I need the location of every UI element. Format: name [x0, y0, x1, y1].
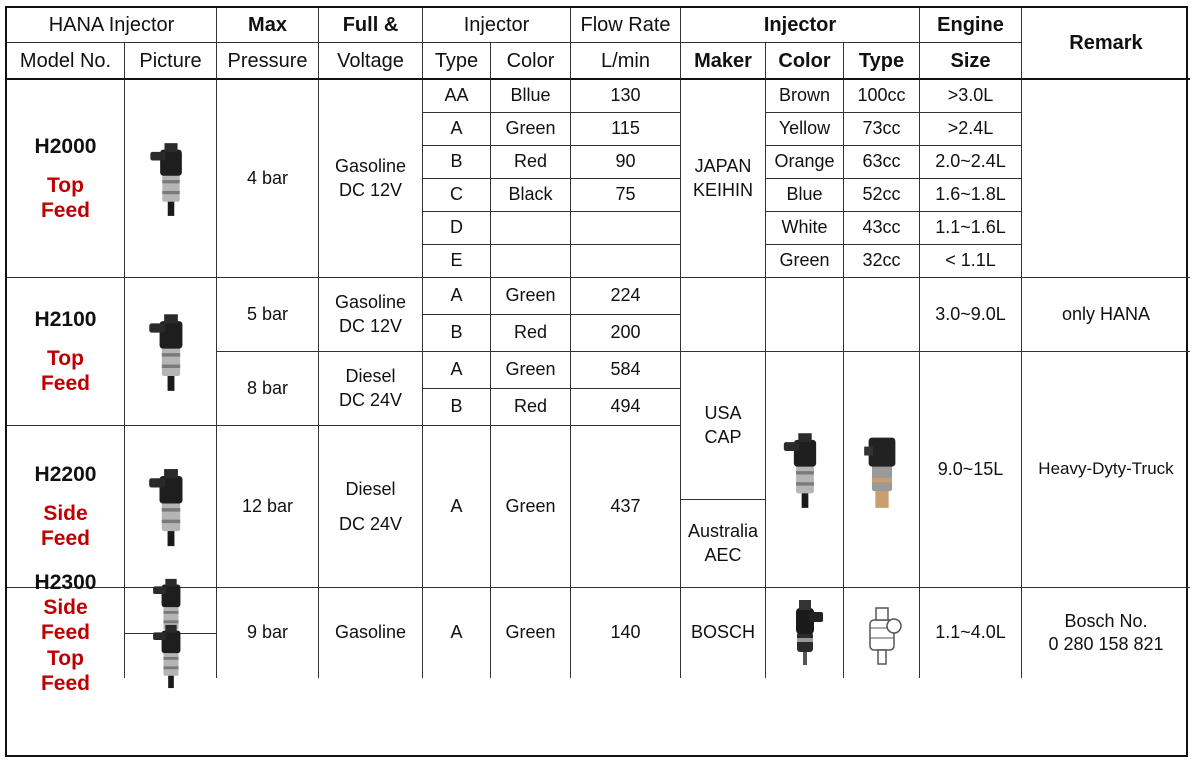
itype-h2100-empty [844, 278, 920, 352]
feed-label: Feed [40, 671, 90, 695]
maker-label: KEIHIN [692, 179, 753, 200]
model-h2100 [7, 278, 125, 426]
voltage-h2200 [319, 426, 423, 588]
icolor-cell: Orange [766, 146, 844, 179]
engine-cell: 1.1~1.6L [920, 212, 1022, 245]
picture-h2300-top [125, 634, 216, 679]
engine-cell: 1.6~1.8L [920, 179, 1022, 212]
model-h2000 [7, 80, 125, 278]
engine-cell: 2.0~2.4L [920, 146, 1022, 179]
model-name: H2200 [34, 462, 97, 486]
flow-cell: 115 [571, 113, 681, 146]
engine-shared: 9.0~15L [920, 352, 1022, 588]
feed-label: Side [43, 596, 88, 620]
flow-cell: 584 [571, 352, 681, 389]
picture-h2300 [125, 588, 217, 678]
header-color: Color [491, 43, 571, 80]
color-cell: Red [491, 315, 571, 352]
flow-h2200: 437 [571, 426, 681, 588]
color-cell: Green [491, 278, 571, 315]
header-type-2: Type [844, 43, 920, 80]
maker-label: USA [704, 403, 742, 424]
header-full: Full & [319, 8, 423, 43]
feed-label: Side [43, 501, 88, 525]
color-cell: Bllue [491, 80, 571, 113]
remark-h2100: only HANA [1022, 278, 1190, 352]
injector-icon [151, 623, 191, 689]
voltage-label: DC 24V [338, 513, 403, 534]
picture-usa-injector-2 [844, 352, 920, 588]
itype-cell: 100cc [844, 80, 920, 113]
voltage-h2000 [319, 80, 423, 278]
pressure-h2000: 4 bar [217, 80, 319, 278]
picture-bosch-injector [766, 588, 844, 678]
feed-label: Feed [40, 527, 90, 551]
voltage-label: DC 12V [338, 179, 403, 200]
header-pressure: Pressure [217, 43, 319, 80]
picture-usa-injector [766, 352, 844, 588]
maker-australia [681, 500, 766, 588]
type-cell: A [423, 113, 491, 146]
header-flow-rate: Flow Rate [571, 8, 681, 43]
icolor-h2100-empty [766, 278, 844, 352]
maker-h2000 [681, 80, 766, 278]
maker-label: JAPAN [694, 156, 752, 177]
pressure-h2100-a: 5 bar [217, 278, 319, 352]
type-h2300: A [423, 588, 491, 678]
remark-label: Bosch No. [1064, 610, 1148, 631]
color-cell [491, 212, 571, 245]
fuel-label: Gasoline [334, 292, 407, 313]
color-cell: Green [491, 113, 571, 146]
remark-label: 0 280 158 821 [1048, 634, 1164, 654]
model-h2200 [7, 426, 125, 588]
picture-h2100 [125, 278, 217, 426]
injector-icon [858, 431, 906, 509]
icolor-cell: Blue [766, 179, 844, 212]
maker-h2300: BOSCH [681, 588, 766, 678]
color-cell: Red [491, 146, 571, 179]
header-model-no: Model No. [7, 43, 125, 80]
type-h2200: A [423, 426, 491, 588]
flow-cell: 90 [571, 146, 681, 179]
type-cell: A [423, 278, 491, 315]
color-h2300: Green [491, 588, 571, 678]
color-cell: Red [491, 389, 571, 426]
flow-h2300: 140 [571, 588, 681, 678]
header-hana-injector: HANA Injector [7, 8, 217, 43]
remark-h2000 [1022, 80, 1190, 278]
injector-icon [148, 466, 194, 548]
icolor-cell: Green [766, 245, 844, 278]
color-cell: Green [491, 352, 571, 389]
engine-h2100: 3.0~9.0L [920, 278, 1022, 352]
maker-label: Australia [687, 521, 759, 542]
header-maker: Maker [681, 43, 766, 80]
engine-h2300: 1.1~4.0L [920, 588, 1022, 678]
type-cell: AA [423, 80, 491, 113]
injector-icon [781, 431, 829, 509]
voltage-h2300: Gasoline [319, 588, 423, 678]
engine-cell: < 1.1L [920, 245, 1022, 278]
feed-label: Top [47, 173, 84, 197]
type-cell: B [423, 389, 491, 426]
maker-usa [681, 352, 766, 500]
fuel-label: Diesel [345, 366, 396, 387]
header-voltage: Voltage [319, 43, 423, 80]
header-max: Max [217, 8, 319, 43]
maker-label: CAP [704, 426, 742, 447]
itype-cell: 32cc [844, 245, 920, 278]
voltage-h2100-a [319, 278, 423, 352]
color-h2200: Green [491, 426, 571, 588]
voltage-label: DC 24V [338, 389, 403, 410]
maker-label: AEC [704, 544, 742, 565]
remark-shared: Heavy-Dyty-Truck [1022, 352, 1190, 588]
type-cell: C [423, 179, 491, 212]
header-size: Size [920, 43, 1022, 80]
type-cell: E [423, 245, 491, 278]
model-h2300 [7, 571, 125, 695]
header-injector-2: Injector [681, 8, 920, 43]
type-cell: A [423, 352, 491, 389]
model-name: H2000 [34, 134, 97, 158]
flow-cell: 130 [571, 80, 681, 113]
header-picture: Picture [125, 43, 217, 80]
itype-cell: 73cc [844, 113, 920, 146]
type-cell: B [423, 146, 491, 179]
feed-label: Top [47, 646, 84, 670]
header-lmin: L/min [571, 43, 681, 80]
type-cell: D [423, 212, 491, 245]
itype-cell: 63cc [844, 146, 920, 179]
flow-cell [571, 245, 681, 278]
pressure-h2300: 9 bar [217, 588, 319, 678]
flow-cell: 75 [571, 179, 681, 212]
feed-label: Feed [40, 199, 90, 223]
model-name: H2300 [34, 571, 97, 595]
injector-icon [148, 312, 194, 392]
header-remark: Remark [1022, 8, 1190, 80]
header-color-2: Color [766, 43, 844, 80]
maker-h2100-empty [681, 278, 766, 352]
header-injector: Injector [423, 8, 571, 43]
flow-cell: 224 [571, 278, 681, 315]
voltage-h2100-b [319, 352, 423, 426]
header-engine: Engine [920, 8, 1022, 43]
injector-icon [148, 141, 194, 217]
feed-label: Feed [40, 372, 90, 396]
itype-cell: 52cc [844, 179, 920, 212]
icolor-cell: Brown [766, 80, 844, 113]
injector-icon [782, 598, 828, 668]
header-type: Type [423, 43, 491, 80]
picture-h2200 [125, 426, 217, 588]
flow-cell: 494 [571, 389, 681, 426]
picture-bosch-drawing [844, 588, 920, 678]
flow-cell [571, 212, 681, 245]
type-cell: B [423, 315, 491, 352]
engine-cell: >3.0L [920, 80, 1022, 113]
injector-drawing-icon [859, 598, 905, 668]
icolor-cell: Yellow [766, 113, 844, 146]
itype-cell: 43cc [844, 212, 920, 245]
fuel-label: Diesel [345, 479, 396, 500]
pressure-h2100-b: 8 bar [217, 352, 319, 426]
icolor-cell: White [766, 212, 844, 245]
feed-label: Feed [40, 621, 90, 645]
color-cell [491, 245, 571, 278]
voltage-label: DC 12V [338, 315, 403, 336]
engine-cell: >2.4L [920, 113, 1022, 146]
remark-h2300 [1022, 588, 1190, 678]
injector-table [5, 6, 1188, 757]
feed-label: Top [47, 346, 84, 370]
picture-h2000 [125, 80, 217, 278]
model-name: H2100 [34, 307, 97, 331]
pressure-h2200: 12 bar [217, 426, 319, 588]
flow-cell: 200 [571, 315, 681, 352]
color-cell: Black [491, 179, 571, 212]
fuel-label: Gasoline [334, 156, 407, 177]
